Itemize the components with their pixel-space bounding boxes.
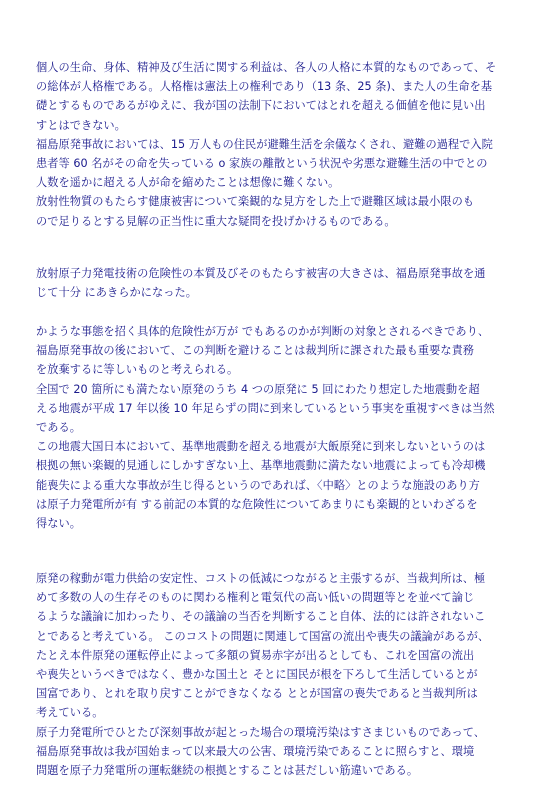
text-line: える地震が平成 17 年以後 10 年足らずの問に到来しているという事実を重視すべきは当然 <box>36 401 495 415</box>
text-line: めて多数の人の生存そのものに関わる権利と電気代の高い低いの問題等とを並べて論じ <box>36 591 475 605</box>
text-line: じて十分 にあきらかになった。 <box>36 286 197 300</box>
text-line: 全国で 20 箇所にも満たない原発のうち 4 つの原発に 5 回にわたり想定した地震動を超 <box>36 382 480 396</box>
text-line: 放射性物質のもたらす健康被害について楽観的な見方をした上で避難区域は最小限のも <box>36 195 475 209</box>
text-line: 原子力発電所でひとたび深刻事故が起とった場合の環境汚染はすさまじいものであって、 <box>36 725 485 739</box>
text-line: 国富であり、とれを取り戻すことができなくなる ととが国富の喪失であると当裁判所は <box>36 687 478 701</box>
text-line: るような議論に加わったり、その議論の当否を判断すること自体、法的には許されないこ <box>36 610 486 624</box>
text-line: たとえ本件原発の運転停止によって多額の貿易赤字が出るとしても、これを国富の流出 <box>36 648 475 662</box>
text-line: は原子力発電所が有 する前記の本質的な危険性についてあまりにも楽観的といわざるを <box>36 497 478 511</box>
text-line: や喪失というべきではなく、豊かな国土と そとに国民が根を下ろして生活しているとが <box>36 667 478 681</box>
text-line: 根拠の無い楽観的見通しにしかすぎない上、基準地震動に満たない地震によっても冷却機 <box>36 459 486 473</box>
paragraph-nuclear-danger <box>36 264 522 302</box>
text-line: の総体が人格権である。人格権は憲法上の権利であり（13 条、25 条)、また人の生命を基 <box>36 80 493 94</box>
text-line: 人数を遥かに超える人が命を縮めたことは想像に難くない。 <box>36 176 340 190</box>
text-line: とであると考えている。 このコストの問題に関連して国富の流出や喪失の議論があるが、 <box>36 629 490 643</box>
text-line: 患者等 60 名がその命を失っている o 家族の離散という状況や劣悪な避難生活の中でとの <box>36 156 488 170</box>
text-line: かような事態を招く具体的危険性が万が でもあるのかが判断の対象とされるべきであり、 <box>36 325 490 338</box>
text-line: 原発の稼動が電力供給の安定性、コストの低減につながると主張するが、当裁判所は、極 <box>36 572 486 585</box>
text-line: 個人の生命、身体、精神及び生活に関する利益は、各人の人格に本質的なものであって、そ <box>36 61 497 74</box>
text-line: この地震大国日本において、基準地震動を超える地震が大飯原発に到来しないというのは <box>36 440 486 454</box>
text-line: ので足りるとする見解の正当性に重大な疑問を投げかけるものである。 <box>36 214 396 228</box>
paragraph-cost-argument <box>36 569 522 780</box>
text-line: 放射原子力発電技術の危険性の本質及びそのもたらす被害の大きさは、福島原発事故を通 <box>36 267 486 280</box>
text-line: 問題を原子力発電所の運転継続の根拠とすることは甚だしい筋違いである。 <box>36 763 419 777</box>
text-line: を放棄するに等しいものと考えられる。 <box>36 363 239 377</box>
text-line: 能喪失による重大な事故が生じ得るというのであれば、〈中略〉とのような施設のあり方 <box>36 478 480 492</box>
paragraph-earthquake-risk <box>36 322 522 533</box>
text-line: 福島原発事故は我が国始まって以来最大の公害、環境汚染であることに照らすと、環境 <box>36 744 475 758</box>
text-line: 福島原発事故においては、15 万人もの住民が避難生活を余儀なくされ、避難の過程で入院 <box>36 137 493 151</box>
text-line: 得ない。 <box>36 516 81 530</box>
text-line: 福島原発事故の後において、この判断を避けることは裁判所に課された最も重要な責務 <box>36 344 475 358</box>
paragraph-personality-rights <box>36 58 522 231</box>
text-line: 礎とするものであるがゆえに、我が国の法制下においてはとれを超える価値を他に見い出 <box>36 99 486 113</box>
text-line: すとはできない。 <box>36 118 126 132</box>
text-line: 考えている。 <box>36 706 104 720</box>
text-line: である。 <box>36 420 81 434</box>
